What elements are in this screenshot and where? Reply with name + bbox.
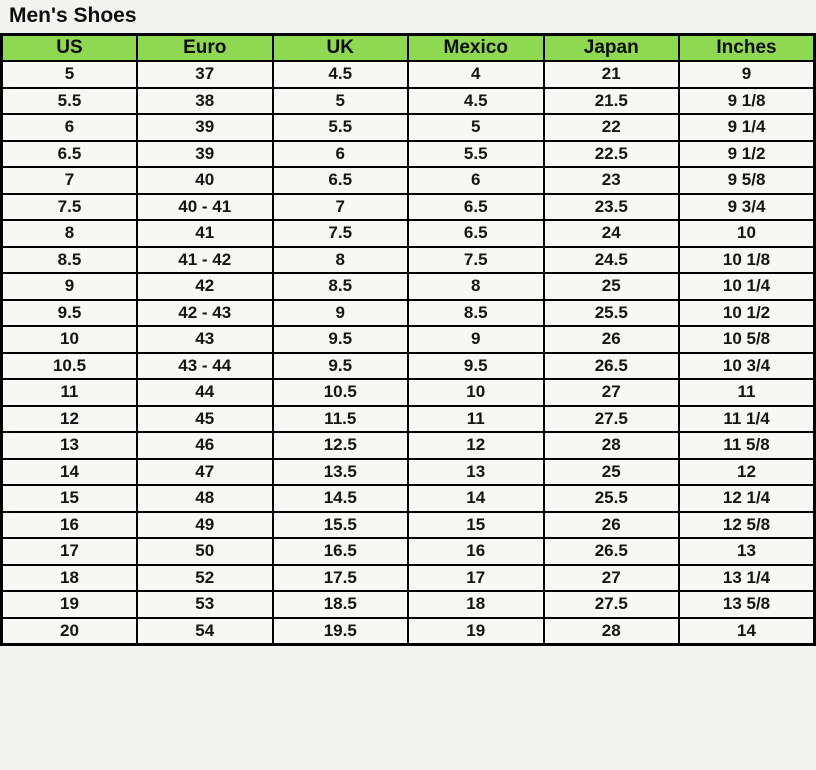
- cell-uk: 4.5: [273, 61, 409, 88]
- cell-euro: 40 - 41: [137, 194, 273, 221]
- cell-euro: 39: [137, 141, 273, 168]
- table-row: [2, 326, 815, 353]
- cell-inches: 13 1/4: [679, 565, 815, 592]
- table-row: [2, 194, 815, 221]
- cell-japan: 23.5: [544, 194, 680, 221]
- cell-euro: 50: [137, 538, 273, 565]
- cell-inches: 9 3/4: [679, 194, 815, 221]
- cell-us: 9.5: [2, 300, 138, 327]
- cell-us: 20: [2, 618, 138, 645]
- cell-uk: 11.5: [273, 406, 409, 433]
- cell-uk: 15.5: [273, 512, 409, 539]
- cell-euro: 46: [137, 432, 273, 459]
- cell-us: 9: [2, 273, 138, 300]
- cell-mexico: 6.5: [408, 220, 544, 247]
- cell-inches: 12 5/8: [679, 512, 815, 539]
- cell-mexico: 4.5: [408, 88, 544, 115]
- cell-us: 14: [2, 459, 138, 486]
- cell-uk: 8: [273, 247, 409, 274]
- cell-inches: 10 3/4: [679, 353, 815, 380]
- table-row: [2, 300, 815, 327]
- table-row: [2, 432, 815, 459]
- cell-euro: 49: [137, 512, 273, 539]
- cell-euro: 37: [137, 61, 273, 88]
- cell-japan: 27: [544, 379, 680, 406]
- cell-us: 10: [2, 326, 138, 353]
- table-row: [2, 459, 815, 486]
- table-row: [2, 565, 815, 592]
- column-header-us: US: [2, 35, 138, 62]
- table-row: [2, 247, 815, 274]
- cell-japan: 24.5: [544, 247, 680, 274]
- table-row: [2, 220, 815, 247]
- cell-inches: 13: [679, 538, 815, 565]
- cell-inches: 10 1/2: [679, 300, 815, 327]
- cell-euro: 52: [137, 565, 273, 592]
- cell-us: 11: [2, 379, 138, 406]
- cell-euro: 40: [137, 167, 273, 194]
- cell-mexico: 17: [408, 565, 544, 592]
- cell-japan: 25.5: [544, 485, 680, 512]
- cell-japan: 23: [544, 167, 680, 194]
- table-row: [2, 141, 815, 168]
- cell-us: 15: [2, 485, 138, 512]
- cell-inches: 10 1/4: [679, 273, 815, 300]
- table-row: [2, 273, 815, 300]
- cell-mexico: 19: [408, 618, 544, 645]
- cell-mexico: 10: [408, 379, 544, 406]
- table-row: [2, 353, 815, 380]
- cell-euro: 39: [137, 114, 273, 141]
- cell-mexico: 16: [408, 538, 544, 565]
- cell-mexico: 14: [408, 485, 544, 512]
- cell-mexico: 9.5: [408, 353, 544, 380]
- cell-inches: 11: [679, 379, 815, 406]
- cell-euro: 53: [137, 591, 273, 618]
- cell-us: 19: [2, 591, 138, 618]
- cell-euro: 44: [137, 379, 273, 406]
- cell-uk: 18.5: [273, 591, 409, 618]
- cell-uk: 6: [273, 141, 409, 168]
- size-conversion-table: [0, 33, 816, 646]
- cell-inches: 9 5/8: [679, 167, 815, 194]
- cell-euro: 43 - 44: [137, 353, 273, 380]
- cell-japan: 25: [544, 273, 680, 300]
- cell-japan: 25: [544, 459, 680, 486]
- cell-us: 7.5: [2, 194, 138, 221]
- cell-us: 7: [2, 167, 138, 194]
- column-header-uk: UK: [273, 35, 409, 62]
- cell-uk: 5: [273, 88, 409, 115]
- cell-uk: 8.5: [273, 273, 409, 300]
- cell-us: 12: [2, 406, 138, 433]
- cell-euro: 47: [137, 459, 273, 486]
- cell-uk: 7.5: [273, 220, 409, 247]
- cell-mexico: 9: [408, 326, 544, 353]
- cell-mexico: 11: [408, 406, 544, 433]
- column-header-mexico: Mexico: [408, 35, 544, 62]
- cell-us: 8.5: [2, 247, 138, 274]
- table-row: [2, 591, 815, 618]
- cell-japan: 21.5: [544, 88, 680, 115]
- cell-euro: 41: [137, 220, 273, 247]
- cell-inches: 10 1/8: [679, 247, 815, 274]
- cell-uk: 9.5: [273, 326, 409, 353]
- table-row: [2, 485, 815, 512]
- cell-us: 13: [2, 432, 138, 459]
- column-header-inches: Inches: [679, 35, 815, 62]
- table-row: [2, 61, 815, 88]
- cell-euro: 42 - 43: [137, 300, 273, 327]
- cell-japan: 21: [544, 61, 680, 88]
- cell-inches: 9 1/2: [679, 141, 815, 168]
- cell-uk: 16.5: [273, 538, 409, 565]
- cell-mexico: 4: [408, 61, 544, 88]
- cell-euro: 54: [137, 618, 273, 645]
- cell-euro: 41 - 42: [137, 247, 273, 274]
- table-row: [2, 167, 815, 194]
- cell-inches: 13 5/8: [679, 591, 815, 618]
- table-row: [2, 538, 815, 565]
- cell-uk: 17.5: [273, 565, 409, 592]
- table-row: [2, 114, 815, 141]
- cell-mexico: 18: [408, 591, 544, 618]
- cell-japan: 28: [544, 618, 680, 645]
- cell-japan: 22.5: [544, 141, 680, 168]
- cell-uk: 13.5: [273, 459, 409, 486]
- cell-euro: 42: [137, 273, 273, 300]
- cell-uk: 14.5: [273, 485, 409, 512]
- cell-euro: 38: [137, 88, 273, 115]
- cell-us: 17: [2, 538, 138, 565]
- header-row: [2, 35, 815, 62]
- page-title: Men's Shoes: [9, 4, 137, 27]
- cell-japan: 28: [544, 432, 680, 459]
- cell-japan: 24: [544, 220, 680, 247]
- cell-japan: 27.5: [544, 591, 680, 618]
- table-row: [2, 618, 815, 645]
- cell-uk: 10.5: [273, 379, 409, 406]
- cell-japan: 22: [544, 114, 680, 141]
- cell-mexico: 5.5: [408, 141, 544, 168]
- cell-mexico: 8.5: [408, 300, 544, 327]
- cell-us: 18: [2, 565, 138, 592]
- table-row: [2, 379, 815, 406]
- cell-uk: 5.5: [273, 114, 409, 141]
- cell-japan: 27: [544, 565, 680, 592]
- cell-inches: 11 5/8: [679, 432, 815, 459]
- cell-us: 6.5: [2, 141, 138, 168]
- cell-euro: 45: [137, 406, 273, 433]
- table-row: [2, 406, 815, 433]
- cell-inches: 9: [679, 61, 815, 88]
- cell-mexico: 8: [408, 273, 544, 300]
- table-row: [2, 512, 815, 539]
- column-header-japan: Japan: [544, 35, 680, 62]
- cell-japan: 26: [544, 512, 680, 539]
- cell-uk: 9: [273, 300, 409, 327]
- cell-inches: 12 1/4: [679, 485, 815, 512]
- cell-us: 10.5: [2, 353, 138, 380]
- cell-inches: 9 1/4: [679, 114, 815, 141]
- cell-us: 5.5: [2, 88, 138, 115]
- cell-japan: 25.5: [544, 300, 680, 327]
- cell-mexico: 15: [408, 512, 544, 539]
- cell-mexico: 6.5: [408, 194, 544, 221]
- cell-euro: 48: [137, 485, 273, 512]
- cell-inches: 14: [679, 618, 815, 645]
- table-row: [2, 88, 815, 115]
- cell-mexico: 6: [408, 167, 544, 194]
- cell-uk: 6.5: [273, 167, 409, 194]
- table-header: [2, 35, 815, 62]
- cell-inches: 9 1/8: [679, 88, 815, 115]
- cell-inches: 11 1/4: [679, 406, 815, 433]
- cell-inches: 10 5/8: [679, 326, 815, 353]
- cell-mexico: 5: [408, 114, 544, 141]
- cell-japan: 26: [544, 326, 680, 353]
- cell-uk: 9.5: [273, 353, 409, 380]
- cell-japan: 27.5: [544, 406, 680, 433]
- cell-inches: 10: [679, 220, 815, 247]
- cell-euro: 43: [137, 326, 273, 353]
- cell-us: 5: [2, 61, 138, 88]
- cell-japan: 26.5: [544, 538, 680, 565]
- cell-uk: 19.5: [273, 618, 409, 645]
- cell-uk: 12.5: [273, 432, 409, 459]
- cell-us: 8: [2, 220, 138, 247]
- table-body: [2, 61, 815, 644]
- cell-us: 16: [2, 512, 138, 539]
- cell-japan: 26.5: [544, 353, 680, 380]
- cell-mexico: 12: [408, 432, 544, 459]
- cell-us: 6: [2, 114, 138, 141]
- cell-mexico: 7.5: [408, 247, 544, 274]
- cell-mexico: 13: [408, 459, 544, 486]
- column-header-euro: Euro: [137, 35, 273, 62]
- cell-uk: 7: [273, 194, 409, 221]
- cell-inches: 12: [679, 459, 815, 486]
